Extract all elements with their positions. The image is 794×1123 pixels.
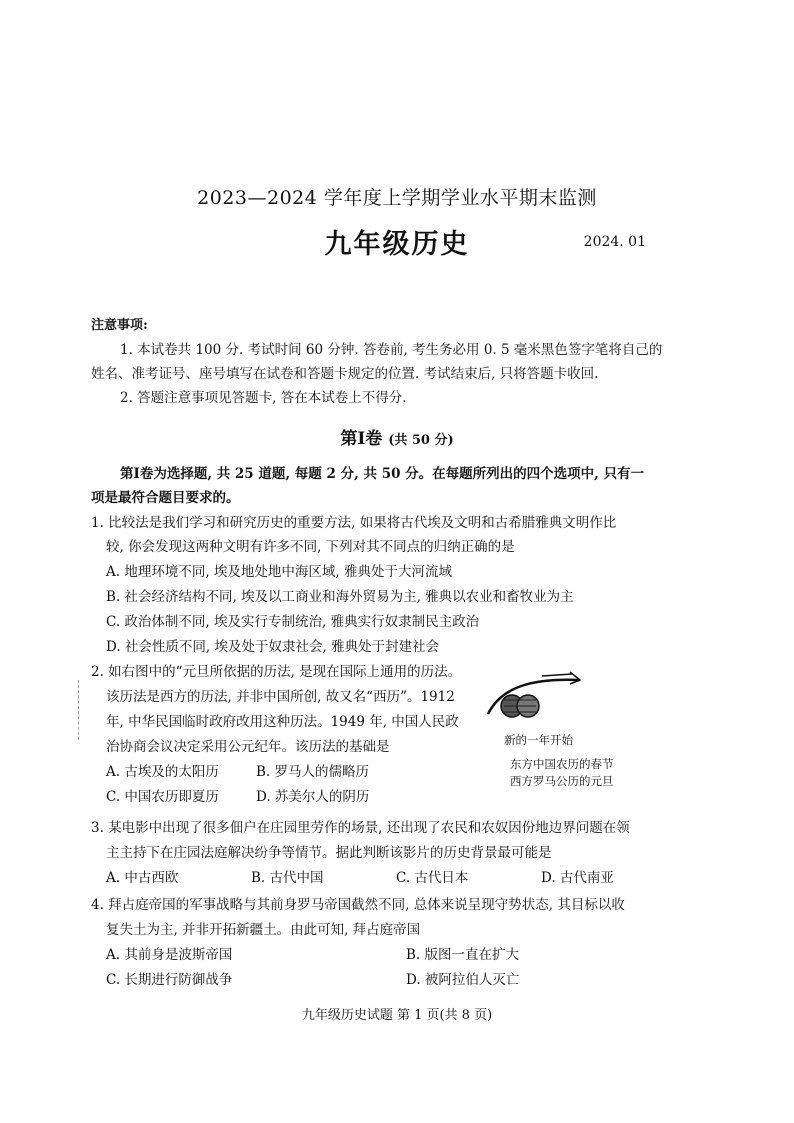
options-row [106,866,686,886]
exam-date: 2024. 01 [583,234,646,250]
notes-line: 1. 本试卷共 100 分. 考试时间 60 分钟. 答卷前, 考生务必用 0. 5 毫米黑色签字笔将自己的 [120,342,663,358]
option-c: C. 长期进行防御战争 [106,972,233,988]
page-footer: 九年级历史试题 第 1 页(共 8 页) [301,1008,493,1023]
question-stem: 治协商会议决定采用公元纪年。该历法的基础是 [106,739,390,755]
option-c: C. 古代日本 [396,870,469,886]
options-row [106,760,406,780]
option-a: A. 古埃及的太阳历 [106,764,219,780]
option-d: D. 社会性质不同, 埃及处于奴隶社会, 雅典处于封建社会 [106,639,440,655]
exam-title: 2023—2024 学年度上学期学业水平期末监测 [197,187,597,209]
calendar-illustration [484,666,654,788]
options-row [106,943,706,963]
options-row [106,968,706,988]
options-row [106,785,406,805]
notes-line: 姓名、准考证号、座号填写在试卷和答题卡规定的位置. 考试结束后, 只将答题卡收回. [91,366,599,382]
option-d: D. 被阿拉伯人灭亡 [406,972,520,988]
question-stem: 4. 拜占庭帝国的军事战略与其前身罗马帝国截然不同, 总体来说呈现守势状态, 其目标以收 [91,897,625,913]
option-a: A. 地理环境不同, 埃及地处地中海区域, 雅典处于大河流域 [106,564,452,580]
option-c: C. 政治体制不同, 埃及实行专制统治, 雅典实行奴隶制民主政治 [106,614,480,630]
question-stem: 年, 中华民国临时政府改用这种历法。1949 年, 中国人民政 [106,714,459,730]
option-a: A. 其前身是波斯帝国 [106,947,233,963]
option-b: B. 社会经济结构不同, 埃及以工商业和海外贸易为主, 雅典以农业和畜牧业为主 [106,589,574,605]
section-intro-line: 项是最符合题目要求的。 [91,490,240,506]
notes-line: 2. 答题注意事项见答题卡, 答在本试卷上不得分. [120,390,407,406]
figure-caption: 西方罗马公历的元旦 [510,774,614,788]
question-stem: 主主持下在庄园法庭解决纷争等情节。据此判断该影片的历史背景最可能是 [106,845,552,861]
section-heading [0,424,794,449]
notes-heading: 注意事项: [91,318,148,333]
question-stem: 较, 你会发现这两种文明有许多不同, 下列对其不同点的归纳正确的是 [106,539,515,555]
section-title: 第Ⅰ卷 [340,429,383,449]
option-b: B. 罗马人的儒略历 [256,764,370,780]
option-d: D. 苏美尔人的阴历 [256,789,370,805]
section-subtitle: (共 50 分) [388,433,454,448]
scan-artifact [78,680,80,740]
question-stem: 该历法是西方的历法, 并非中国所创, 故又名“西历”。1912 [106,689,455,705]
option-d: D. 古代南亚 [541,870,614,886]
question-stem: 复失土为主, 并非开拓新疆土。由此可知, 拜占庭帝国 [106,922,421,938]
section-intro-line: 第Ⅰ卷为选择题, 共 25 道题, 每题 2 分, 共 50 分。在每题所列出的四个选项中, 只有一 [120,466,645,482]
calendar-drawing-icon [484,666,604,726]
question-stem: 2. 如右图中的“元旦所依据的历法, 是现在国际上通用的历法。 [91,664,462,680]
subject-title: 九年级历史 [324,229,470,260]
figure-caption: 东方中国农历的春节 [510,757,614,771]
option-b: B. 古代中国 [251,870,324,886]
question-stem: 1. 比较法是我们学习和研究历史的重要方法, 如果将古代埃及文明和古希腊雅典文明作比 [91,515,617,531]
option-b: B. 版图一直在扩大 [406,947,520,963]
question-stem: 3. 某电影中出现了很多佃户在庄园里劳作的场景, 还出现了农民和农奴因份地边界问题在领 [91,820,630,836]
figure-caption: 新的一年开始 [504,733,573,747]
option-c: C. 中国农历即夏历 [106,789,219,805]
option-a: A. 中古西欧 [106,870,179,886]
